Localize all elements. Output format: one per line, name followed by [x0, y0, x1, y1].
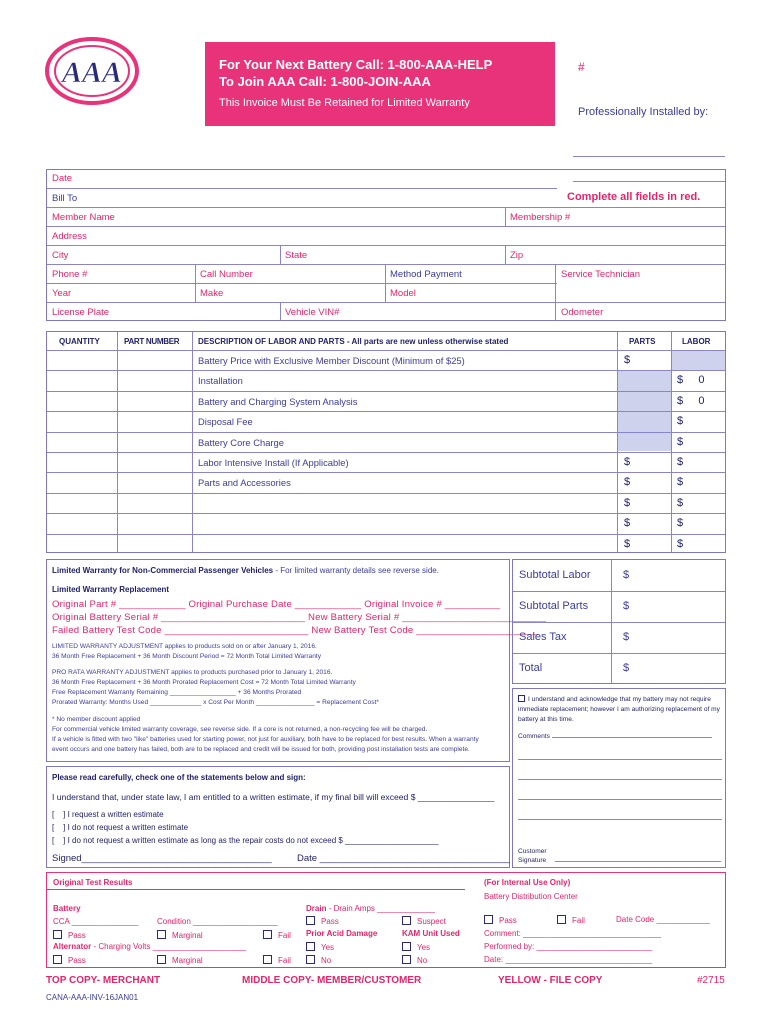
warranty-note-1: * No member discount applied [52, 716, 141, 723]
bill-to-label[interactable]: Bill To [52, 193, 78, 204]
battery-marginal-option[interactable] [157, 930, 203, 940]
date-code-field[interactable]: Date Code ____________ [616, 915, 710, 924]
alternator-marginal-option[interactable] [157, 955, 203, 965]
cca-field[interactable]: CCA _______________ [53, 917, 139, 926]
table-row[interactable] [47, 513, 725, 533]
test-code-line[interactable]: Failed Battery Test Code __________________________ New Battery Test Code ______________________ [52, 625, 539, 636]
acknowledge-box [512, 688, 726, 868]
internal-date-field[interactable]: Date: _________________________________ [484, 955, 653, 964]
membership-label[interactable]: Membership # [510, 212, 571, 223]
customer-signature-line[interactable] [555, 861, 721, 862]
table-row[interactable] [47, 452, 725, 472]
original-part-line[interactable]: Original Part # ____________ Original Purchase Date ____________ Original Invoice # __________ [52, 599, 501, 610]
estimate-intro: I understand that, under state law, I am entitled to a written estimate, if my final bill will exceed $ ________________ [52, 792, 495, 802]
estimate-section [46, 766, 510, 868]
replacement-title: Limited Warranty Replacement [52, 585, 170, 594]
battery-label: Battery [53, 904, 81, 913]
estimate-title: Please read carefully, check one of the statements below and sign: [52, 773, 306, 782]
kam-no-checkbox[interactable] [402, 955, 411, 964]
internal-pass-checkbox[interactable] [484, 915, 493, 924]
table-row[interactable] [47, 432, 725, 452]
prorata-adjustment-4: Prorated Warranty: Months Used ______________ x Cost Per Month ________________ = Replacement Cost* [52, 699, 379, 706]
city-label[interactable]: City [52, 250, 69, 261]
customer-signature-label: Customer Signature [518, 848, 547, 864]
alternator-marginal-checkbox[interactable] [157, 955, 166, 964]
quantity-header: QUANTITY [59, 337, 100, 346]
state-label[interactable]: State [285, 250, 308, 261]
warranty-title [52, 566, 439, 575]
parts-labor-table [46, 331, 726, 553]
performed-by-field[interactable]: Performed by: __________________________ [484, 942, 653, 951]
middle-copy-label: MIDDLE COPY- MEMBER/CUSTOMER [242, 975, 422, 986]
limited-adjustment-1: LIMITED WARRANTY ADJUSTMENT applies to products sold on or after January 1, 2016. [52, 643, 317, 650]
battery-marginal-text: Marginal [172, 931, 203, 940]
charging-volts-label: - Charging Volts _____________________ [91, 942, 247, 951]
odometer-label[interactable]: Odometer [561, 307, 604, 318]
alternator-pass-text: Pass [68, 956, 86, 965]
estimate-date-line[interactable]: Date ____________________________________ [297, 853, 510, 864]
description-header: DESCRIPTION OF LABOR AND PARTS - All parts are new unless otherwise stated [198, 337, 509, 346]
comments-text: Comments [518, 733, 550, 740]
row-labor-value[interactable]: $ [677, 415, 684, 428]
battery-pass-checkbox[interactable] [53, 930, 62, 939]
test-results-section [46, 872, 726, 968]
yellow-copy-label: YELLOW - FILE COPY [498, 975, 603, 986]
drain-suspect-text: Suspect [417, 917, 446, 926]
battery-call-line: For Your Next Battery Call: 1-800-AAA-HELP [219, 57, 493, 72]
internal-use-title: (For Internal Use Only) [484, 878, 571, 887]
kam-label: KAM Unit Used [402, 929, 460, 938]
acknowledge-checkbox[interactable] [518, 695, 525, 702]
limited-adjustment-2: 36 Month Free Replacement + 36 Month Discount Period = 72 Month Total Limited Warranty [52, 653, 322, 660]
sales-tax-value[interactable]: $ [623, 631, 630, 643]
total-label: Total [519, 662, 543, 674]
row-parts-value[interactable]: $ [624, 456, 631, 468]
internal-fail-checkbox[interactable] [557, 915, 566, 924]
installed-by-label: Professionally Installed by: [578, 106, 709, 118]
aaa-logo [44, 36, 140, 106]
table-row[interactable] [47, 350, 725, 370]
acid-yes-text: Yes [321, 943, 335, 952]
kam-yes-checkbox[interactable] [402, 942, 411, 951]
kam-yes-option[interactable] [402, 942, 430, 952]
comments-label[interactable] [518, 733, 712, 740]
estimate-option-1[interactable]: [ ] I request a written estimate [52, 810, 164, 819]
row-description: Battery Core Charge [198, 436, 284, 448]
installed-by-line[interactable] [573, 156, 725, 157]
parts-header: PARTS [629, 337, 656, 346]
invoice-number-label: # [578, 60, 585, 74]
prorata-adjustment-2: 36 Month Free Replacement + 36 Month Prorated Replacement Cost = 72 Month Total Limited Warranty [52, 679, 356, 686]
row-description: Disposal Fee [198, 416, 253, 428]
model-label[interactable]: Model [390, 288, 416, 299]
battery-fail-option[interactable] [263, 930, 291, 940]
acknowledge-text[interactable] [518, 695, 722, 725]
row-parts-value[interactable]: $ [624, 354, 631, 366]
table-row[interactable] [47, 534, 725, 554]
table-row[interactable] [47, 472, 725, 492]
acid-no-text: No [321, 956, 332, 965]
row-labor-value[interactable]: $ [677, 517, 684, 530]
logo-text: AAA [61, 56, 123, 89]
zip-label[interactable]: Zip [510, 250, 524, 261]
alternator-label: Alternator [53, 942, 92, 951]
subtotal-parts-label: Subtotal Parts [519, 600, 589, 612]
method-payment-label[interactable]: Method Payment [390, 269, 462, 280]
form-number: #2715 [697, 975, 725, 986]
table-row[interactable] [47, 411, 725, 431]
row-description: Battery Price with Exclusive Member Discount (Minimum of $25) [198, 355, 465, 366]
warranty-note-4: event occurs and one battery has failed, both are to be replaced and credit will be issued for both, providing post installation tests are complete. [52, 746, 470, 753]
table-row[interactable] [47, 493, 725, 513]
warranty-title-bold: Limited Warranty for Non-Commercial Passenger Vehicles [52, 566, 274, 575]
alternator-fail-option[interactable] [263, 955, 291, 965]
alternator-fail-checkbox[interactable] [263, 955, 272, 964]
make-label[interactable]: Make [200, 288, 224, 299]
internal-fail-text: Fail [572, 916, 585, 925]
address-label[interactable]: Address [52, 231, 87, 242]
service-tech-label[interactable]: Service Technician [561, 269, 641, 280]
labor-header: LABOR [682, 337, 711, 346]
drain-pass-option[interactable] [306, 916, 339, 926]
row-parts-value[interactable]: $ [624, 537, 631, 550]
join-aaa-line: To Join AAA Call: 1-800-JOIN-AAA [219, 74, 431, 89]
row-description: Labor Intensive Install (If Applicable) [198, 457, 349, 468]
battery-pass-text: Pass [68, 931, 86, 940]
drain-pass-text: Pass [321, 917, 339, 926]
customer-info-section [46, 169, 726, 321]
distribution-center-label: Battery Distribution Center [484, 892, 578, 901]
table-row[interactable] [47, 391, 725, 411]
subtotal-parts-value[interactable]: $ [623, 600, 630, 612]
vin-label[interactable]: Vehicle VIN# [285, 307, 340, 318]
drain-suspect-option[interactable] [402, 916, 446, 926]
battery-fail-text: Fail [278, 931, 291, 940]
alternator-fail-text: Fail [278, 956, 291, 965]
alternator-pass-checkbox[interactable] [53, 955, 62, 964]
prorata-adjustment-3: Free Replacement Warranty Remaining __________________ + 36 Months Prorated [52, 689, 302, 696]
top-copy-label: TOP COPY- MERCHANT [46, 975, 161, 986]
alternator-marginal-text: Marginal [172, 956, 203, 965]
kam-no-option[interactable] [402, 955, 427, 965]
prior-acid-label: Prior Acid Damage [306, 929, 378, 938]
drain-field[interactable] [306, 904, 435, 913]
prorata-adjustment-1: PRO RATA WARRANTY ADJUSTMENT applies to products purchased prior to January 1, 2016. [52, 669, 333, 676]
total-value[interactable]: $ [623, 662, 630, 674]
part-number-header: PART NUMBER [124, 337, 180, 346]
license-plate-label[interactable]: License Plate [52, 307, 110, 318]
internal-fail-option[interactable] [557, 915, 585, 925]
drain-amps-label: - Drain Amps _____________ [326, 904, 435, 913]
battery-serial-line[interactable]: Original Battery Serial # __________________________ New Battery Serial # __________________________ [52, 612, 547, 623]
drain-pass-checkbox[interactable] [306, 916, 315, 925]
estimate-option-2-text: I do not request a written estimate [67, 823, 189, 832]
row-labor-value[interactable]: $ [677, 537, 684, 550]
alternator-pass-option[interactable] [53, 955, 86, 965]
warranty-note-2: For commercial vehicle limited warranty coverage, see reverse side. If a core is not returned, a non-recycling fee will be charged. [52, 726, 428, 733]
estimate-option-3-text: I do not request a written estimate as long as the repair costs do not exceed $ _____________________ [67, 836, 439, 845]
warranty-note-3: If a vehicle is fitted with two "like" batteries used for starting power, not just for auxiliary, both have to be replaced for best results. When a warranty [52, 736, 479, 743]
warranty-title-rest: - For limited warranty details see reverse side. [273, 566, 439, 575]
battery-pass-option[interactable] [53, 930, 86, 940]
row-parts-value[interactable]: $ [624, 476, 631, 489]
complete-fields-note: Complete all fields in red. [567, 191, 701, 203]
acknowledge-statement: I understand and acknowledge that my battery may not require immediate replacement; however I am authorizing replacement of my battery at this time. [518, 696, 720, 723]
row-labor-value[interactable]: $ [677, 435, 684, 448]
phone-label[interactable]: Phone # [52, 269, 88, 280]
acid-no-checkbox[interactable] [306, 955, 315, 964]
internal-pass-option[interactable] [484, 915, 517, 925]
row-description: Installation [198, 375, 243, 387]
internal-pass-text: Pass [499, 916, 517, 925]
row-parts-value[interactable]: $ [624, 496, 631, 509]
year-label[interactable]: Year [52, 288, 72, 299]
member-name-label[interactable]: Member Name [52, 212, 115, 223]
condition-field[interactable]: Condition ___________________ [157, 917, 278, 926]
row-labor-value[interactable]: $ 0 [677, 394, 705, 407]
row-description: Parts and Accessories [198, 477, 291, 489]
drain-label: Drain [306, 904, 327, 913]
drain-suspect-checkbox[interactable] [402, 916, 411, 925]
row-labor-value[interactable]: $ [677, 496, 684, 509]
battery-marginal-checkbox[interactable] [157, 930, 166, 939]
header-banner [205, 42, 555, 126]
row-labor-value[interactable]: $ 0 [677, 374, 705, 387]
call-number-label[interactable]: Call Number [200, 269, 253, 280]
row-labor-value[interactable]: $ [677, 456, 684, 468]
date-label[interactable]: Date [52, 173, 73, 184]
estimate-option-3[interactable]: [ ] I do not request a written estimate as long as the repair costs do not exceed $ _____________________ [52, 836, 439, 845]
estimate-option-1-text: I request a written estimate [67, 810, 164, 819]
row-labor-value[interactable]: $ [677, 476, 684, 489]
comment-field[interactable]: Comment: _______________________________ [484, 929, 662, 938]
subtotal-labor-label: Subtotal Labor [519, 569, 591, 581]
alternator-field[interactable] [53, 942, 246, 951]
totals-box [512, 559, 726, 684]
form-code: CANA-AAA-INV-16JAN01 [46, 993, 139, 1002]
test-results-title: Original Test Results [53, 878, 133, 887]
sales-tax-label: Sales Tax [519, 631, 567, 643]
table-row[interactable] [47, 370, 725, 390]
subtotal-labor-value[interactable]: $ [623, 569, 630, 581]
acid-yes-option[interactable] [306, 942, 334, 952]
row-description: Battery and Charging System Analysis [198, 395, 358, 407]
estimate-option-2[interactable]: [ ] I do not request a written estimate [52, 823, 189, 832]
retain-invoice-line: This Invoice Must Be Retained for Limited Warranty [219, 97, 470, 109]
row-parts-value[interactable]: $ [624, 517, 631, 530]
battery-fail-checkbox[interactable] [263, 930, 272, 939]
kam-no-text: No [417, 956, 428, 965]
signed-line[interactable]: Signed____________________________________ [52, 853, 272, 864]
kam-yes-text: Yes [417, 943, 431, 952]
acid-yes-checkbox[interactable] [306, 942, 315, 951]
acid-no-option[interactable] [306, 955, 331, 965]
